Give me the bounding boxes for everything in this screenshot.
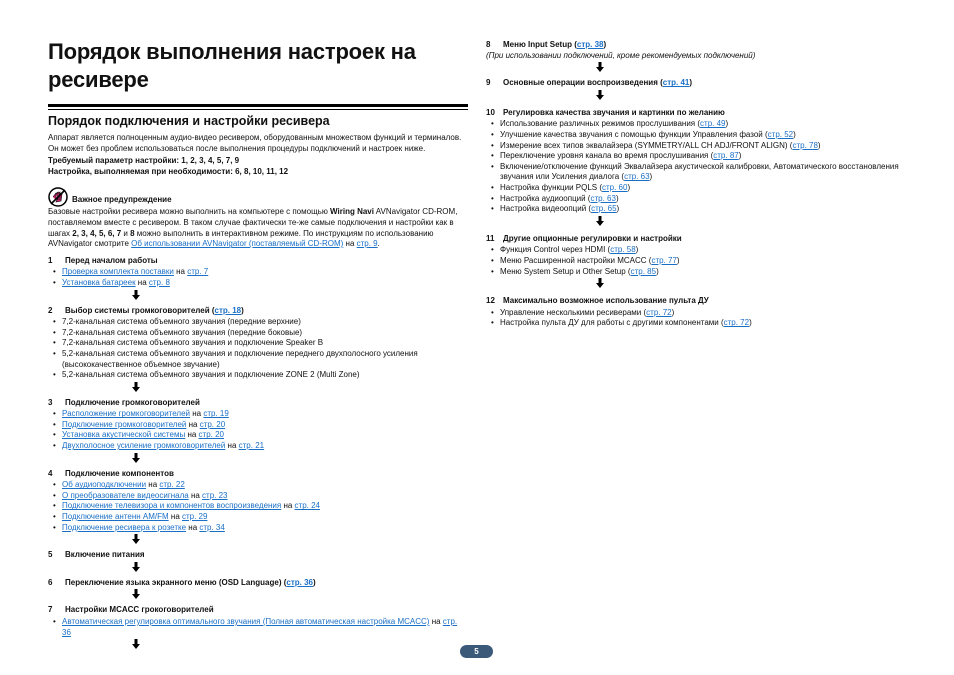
page-ref-link[interactable]: стр. 77 [651, 255, 677, 265]
item-text: Настройка пульта ДУ для работы с другими компонентами ( [500, 318, 724, 328]
topic-link[interactable]: Расположение громкоговорителей [62, 409, 191, 419]
step-title-text: Включение питания [65, 550, 145, 560]
warning-text-3: и [121, 228, 131, 238]
item-text: 5,2-канальная система объемного звучания и подключение ZONE 2 (Multi Zone) [62, 370, 360, 380]
step-title [48, 550, 468, 561]
step-title-tail: ) [312, 577, 316, 587]
list-item [500, 162, 906, 183]
item-text: на [185, 430, 199, 440]
item-text: Управление несколькими ресиверами ( [500, 307, 647, 317]
warning-text-6: . [377, 239, 380, 249]
page-ref-link[interactable]: стр. 34 [199, 522, 225, 532]
list-item [62, 338, 468, 349]
step-number: 7 [48, 605, 53, 615]
item-text: Измерение всех типов эквалайзера (SYMMETRY/ALL CH ADJ/FRONT ALIGN) ( [500, 140, 793, 150]
list-item [500, 141, 906, 152]
topic-link[interactable]: Подключение громкоговорителей [62, 419, 187, 429]
step-title [48, 306, 468, 317]
page-ref-link[interactable]: стр. 21 [238, 441, 265, 451]
topic-link[interactable]: О преобразователе видеосигнала [62, 490, 189, 500]
page-ref-link[interactable]: стр. 65 [591, 204, 617, 214]
item-text: на [225, 441, 239, 451]
item-text: 7,2-канальная система объемного звучания (передние верхние) [62, 317, 301, 327]
page-ref-link[interactable]: стр. 36 [62, 617, 458, 637]
page-ref-link[interactable]: стр. 23 [202, 490, 228, 500]
step-number: 1 [48, 255, 53, 265]
step-items-list [48, 317, 468, 381]
item-text: на [281, 501, 295, 511]
item-text: на [188, 490, 203, 500]
item-text: Настройка функции PQLS ( [500, 182, 602, 192]
step-title [48, 469, 468, 480]
list-item [500, 119, 906, 130]
step-arrow-down-icon [596, 216, 604, 226]
step-arrow-down-icon [132, 534, 140, 544]
list-item [62, 278, 468, 289]
step-page-link[interactable]: стр. 38 [576, 40, 604, 49]
step-title-tail: ) [241, 305, 244, 315]
item-text: на [173, 267, 188, 277]
item-text: 7,2-канальная система объемного звучания и подключение Speaker B [62, 338, 324, 348]
item-text: Использование различных режимов прослушивания ( [500, 119, 701, 129]
warning-bold-3: 8 [130, 228, 135, 238]
item-text: Функция Control через HDMI ( [500, 245, 611, 255]
item-tail: ) [749, 318, 752, 328]
list-item [500, 318, 906, 329]
page-ref-link[interactable]: стр. 20 [198, 430, 224, 440]
item-tail: ) [627, 182, 631, 192]
item-text: на [190, 409, 204, 419]
step-arrow-down-icon [132, 639, 140, 649]
item-text: Улучшение качества звучания с помощью функции Управления фазой ( [500, 129, 768, 139]
list-item [62, 480, 468, 491]
intro-text: Аппарат является полноценным аудио-видео ресивером, оборудованным множеством функций и терминалов. Он может без проблем использоваться после выполнения процедуры подключений и настроек ниже. [48, 133, 462, 153]
warning-bold-2: 2, 3, 4, 5, 6, 7 [72, 228, 122, 238]
step-number: 11 [486, 233, 495, 243]
topic-link[interactable]: Подключение ресивера к розетке [62, 522, 187, 532]
item-tail: ) [616, 204, 620, 214]
step-title-text: Основные операции воспроизведения ( [503, 78, 663, 88]
item-text: Меню Расширенной настройки MCACC ( [500, 255, 652, 265]
step-number: 4 [48, 468, 53, 478]
item-text: на [135, 277, 149, 287]
list-item [62, 617, 468, 638]
item-tail: ) [671, 307, 675, 317]
step-title [486, 234, 906, 245]
item-tail: ) [649, 172, 653, 182]
step-number: 2 [48, 305, 53, 315]
step-title-text: Подключение компонентов [65, 468, 174, 478]
left-steps [48, 256, 468, 649]
optional-values: : 6, 8, 10, 11, 12 [230, 166, 289, 176]
page-ref-link[interactable]: стр. 49 [700, 119, 726, 129]
item-tail: ) [738, 151, 742, 161]
step-arrow-down-icon [596, 62, 604, 72]
step-arrow-down-icon [596, 278, 604, 288]
topic-link[interactable]: Двухполосное усиление громкоговорителей [62, 441, 226, 451]
step-number: 3 [48, 397, 53, 407]
step-title [48, 578, 468, 589]
step-title-text: Настройки MCACC грокоговорителей [65, 605, 214, 615]
list-item [62, 370, 468, 381]
list-item [62, 523, 468, 534]
step-title [48, 398, 468, 409]
step-number: 12 [486, 296, 495, 306]
item-tail: ) [656, 266, 659, 276]
warning-text-4: можно выполнить в интерактивном режиме. По инструкциям по использованию AVNavigator смотрите [48, 228, 434, 249]
warning-text-1: Базовые настройки ресивера можно выполнить на компьютере с помощью [48, 207, 331, 217]
item-text: на [186, 419, 200, 429]
step-items-list [486, 245, 906, 277]
page-ref-link[interactable]: стр. 8 [148, 277, 170, 287]
page-ref-link[interactable]: стр. 20 [199, 419, 226, 429]
step-number: 6 [48, 577, 53, 587]
page-ref-link[interactable]: стр. 60 [602, 182, 628, 192]
step-arrow-down-icon [132, 290, 140, 300]
step-title-text: Переключение языка экранного меню (OSD Language) ( [65, 577, 287, 587]
step-number: 9 [486, 78, 491, 88]
page-ref-link[interactable]: стр. 72 [646, 307, 672, 317]
list-item [500, 267, 906, 278]
list-item [500, 194, 906, 205]
item-tail: ) [615, 193, 619, 203]
step-items-list [48, 617, 468, 638]
required-values: : 1, 2, 3, 4, 5, 7, 9 [176, 156, 240, 166]
list-item [500, 256, 906, 267]
topic-link[interactable]: Установка батареек [62, 277, 136, 287]
page-ref-link[interactable]: стр. 85 [630, 266, 657, 276]
step-title [486, 78, 906, 89]
step-items-list [486, 119, 906, 214]
step-title [486, 296, 906, 307]
list-item [62, 409, 468, 420]
warning-text [48, 207, 468, 249]
optional-settings [48, 167, 468, 178]
list-item [62, 420, 468, 431]
step-arrow-down-icon [132, 562, 140, 572]
step-arrow-down-icon [132, 382, 140, 392]
page-title: Порядок выполнения настроек на ресивере [48, 39, 416, 92]
step-title [486, 40, 906, 51]
list-item [62, 501, 468, 512]
step-arrow-down-icon [596, 90, 604, 100]
list-item [62, 267, 468, 278]
topic-link[interactable]: Установка акустической системы [62, 430, 186, 440]
step-items-list [486, 308, 906, 329]
step-title-tail: ) [603, 40, 607, 49]
section-subtitle: Порядок подключения и настройки ресивера [48, 114, 330, 128]
page-ref-link[interactable]: стр. 24 [294, 501, 321, 511]
page-ref-link[interactable]: стр. 63 [590, 193, 616, 203]
list-item [62, 441, 468, 452]
item-tail: ) [817, 140, 821, 150]
item-text: Меню System Setup и Other Setup ( [500, 266, 631, 276]
warning-bold-1: Wiring Navi [330, 207, 374, 217]
list-item [62, 349, 468, 370]
topic-link[interactable]: Автоматическая регулировка оптимального звучания (Полная автоматическая настройка MCACC) [62, 617, 430, 626]
step-title-tail: ) [689, 78, 693, 88]
page-ref-link[interactable]: стр. 52 [767, 129, 794, 139]
step-items-list [48, 480, 468, 533]
list-item [62, 491, 468, 502]
step-items-list [48, 409, 468, 451]
step-title [48, 256, 468, 267]
step-title [486, 108, 906, 119]
right-column [486, 40, 906, 329]
page-ref-link[interactable]: стр. 22 [159, 480, 185, 490]
step-note: (При использовании подключений, кроме рекомендуемых подключений) [486, 50, 756, 60]
list-item [500, 245, 906, 256]
required-settings [48, 156, 468, 167]
page-ref-link[interactable]: стр. 19 [203, 409, 229, 419]
step-title-text: Меню Input Setup ( [503, 40, 577, 49]
list-item [500, 130, 906, 141]
list-item [62, 430, 468, 441]
step-title-text: Выбор системы громкоговорителей ( [65, 305, 215, 315]
page-ref-link[interactable]: стр. 63 [624, 172, 650, 182]
warning-hand-icon [48, 187, 70, 207]
step-arrow-down-icon [132, 453, 140, 463]
required-label: Требуемый параметр настройки [48, 156, 177, 166]
list-item [62, 317, 468, 328]
topic-link[interactable]: Подключение антенн AM/FM [62, 512, 169, 522]
step-title-text: Перед началом работы [65, 255, 158, 265]
topic-link[interactable]: Подключение телевизора и компонентов воспроизведения [62, 501, 282, 511]
step-number: 5 [48, 550, 53, 560]
warning-text-2: AVNavigator CD-ROM, поставляемом вместе с ресивером. В таком случае фактически те-же самые подключения и настройки как в шагах [48, 207, 458, 238]
item-text: на [186, 522, 200, 532]
item-text: на [168, 512, 182, 522]
step-title-text: Максимально возможное использование пульта ДУ [503, 296, 709, 306]
item-tail: ) [635, 245, 639, 255]
page-ref-link[interactable]: стр. 87 [713, 151, 739, 161]
item-text: 5,2-канальная система объемного звучания и подключение переднего двухполосного усиления (высококачественное объемное звучание) [62, 348, 418, 369]
avnavigator-link[interactable]: Об использовании AVNavigator (поставляемый CD-ROM) [131, 239, 344, 249]
item-text: на [146, 480, 160, 490]
step-page-link[interactable]: стр. 36 [286, 577, 313, 587]
step-page-link[interactable]: стр. 18 [214, 305, 242, 315]
topic-link[interactable]: Об аудиоподключении [62, 480, 147, 490]
step-title-text: Регулировка качества звучания и картинки по желанию [503, 107, 725, 117]
warning-text-5: на [343, 239, 357, 249]
page-number-badge: 5 [460, 645, 493, 658]
step-items-list [48, 267, 468, 288]
list-item [500, 204, 906, 215]
list-item [500, 183, 906, 194]
page-9-link[interactable]: стр. 9 [356, 239, 378, 249]
title-rule-thick [48, 104, 468, 107]
step-title-text: Другие опционные регулировки и настройки [503, 233, 682, 243]
step-number: 8 [486, 40, 491, 49]
page-ref-link[interactable]: стр. 7 [187, 267, 209, 277]
topic-link[interactable]: Проверка комплекта поставки [62, 267, 174, 277]
list-item [500, 308, 906, 319]
step-number: 10 [486, 107, 495, 117]
list-item [62, 512, 468, 523]
step-page-link[interactable]: стр. 41 [662, 78, 690, 88]
item-text: Настройка видеоопций ( [500, 204, 592, 214]
optional-label: Настройка, выполняемая при необходимости [48, 166, 231, 176]
page-ref-link[interactable]: стр. 72 [723, 318, 750, 328]
warning-heading [48, 187, 468, 207]
step-title [48, 605, 468, 616]
left-column [48, 38, 468, 649]
page-ref-link[interactable]: стр. 78 [792, 140, 818, 150]
item-tail: ) [676, 255, 680, 265]
item-text: Переключение уровня канала во время прослушивания ( [500, 151, 714, 161]
page-ref-link[interactable]: стр. 58 [610, 245, 636, 255]
right-steps [486, 40, 906, 329]
item-text: Настройка аудиоопций ( [500, 193, 591, 203]
item-text: Включение/отключение функций Эквалайзера акустической калибровки, Автоматического восстановления звучания или Усиления диалога ( [500, 161, 899, 182]
item-text: на [429, 617, 443, 626]
list-item [500, 151, 906, 162]
item-tail: ) [793, 129, 796, 139]
page-ref-link[interactable]: стр. 29 [181, 512, 208, 522]
item-text: 7,2-канальная система объемного звучания (передние боковые) [62, 327, 303, 337]
step-title-text: Подключение громкоговорителей [65, 397, 200, 407]
item-tail: ) [725, 119, 729, 129]
title-rule-thin [48, 109, 468, 110]
warning-title: Важное предупреждение [72, 195, 172, 205]
step-arrow-down-icon [132, 589, 140, 599]
list-item [62, 328, 468, 339]
